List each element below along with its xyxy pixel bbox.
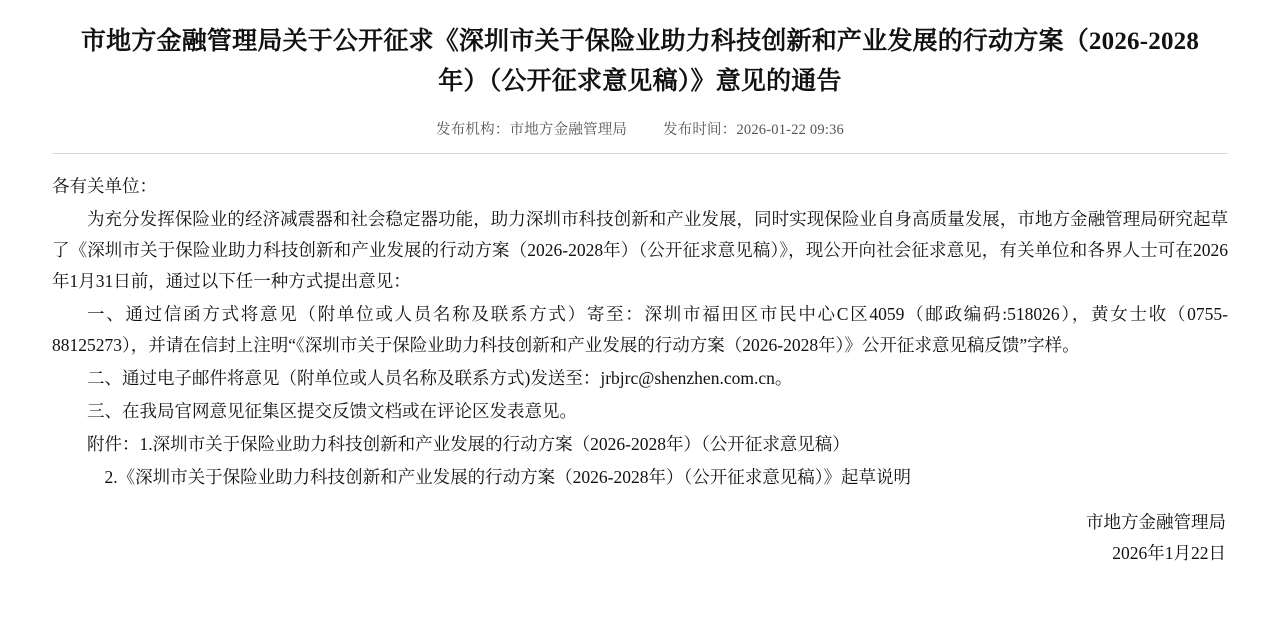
attachment-line-2: 2.《深圳市关于保险业助力科技创新和产业发展的行动方案（2026-2028年）（公开征求意见稿）》起草说明 (104, 467, 911, 487)
publisher-label: 发布机构： (436, 122, 510, 138)
signature-org: 市地方金融管理局 (1086, 512, 1226, 532)
signature-block (52, 507, 1228, 569)
paragraph-intro: 为充分发挥保险业的经济减震器和社会稳定器功能，助力深圳市科技创新和产业发展，同时实现保险业自身高质量发展，市地方金融管理局研究起草了《深圳市关于保险业助力科技创新和产业发展的行动方案（2026-2028年）（公开征求意见稿）》，现公开向社会征求意见，有关单位和各界人士可在2026年1月31日前，通过以下任一种方式提出意见： (52, 209, 1228, 291)
publish-time-value: 2026-01-22 09:36 (736, 122, 844, 138)
header-divider (52, 153, 1228, 154)
publisher-value: 市地方金融管理局 (509, 122, 628, 138)
publish-time-group (663, 118, 844, 139)
page-title: 市地方金融管理局关于公开征求《深圳市关于保险业助力科技创新和产业发展的行动方案（2026-2028年）（公开征求意见稿）》意见的通告 (80, 28, 1200, 95)
paragraph-method-website: 三、在我局官网意见征集区提交反馈文档或在评论区发表意见。 (87, 401, 577, 421)
publish-time-label: 发布时间： (662, 122, 737, 138)
attachment-line-1: 附件：1.深圳市关于保险业助力科技创新和产业发展的行动方案（2026-2028年）（公开征求意见稿） (87, 434, 850, 454)
salutation: 各有关单位： (52, 176, 157, 196)
signature-date: 2026年1月22日 (1112, 543, 1226, 563)
publisher-group (436, 118, 627, 139)
document-meta (52, 118, 1228, 139)
paragraph-method-email: 二、通过电子邮件将意见（附单位或人员名称及联系方式)发送至：jrbjrc@shenzhen.com.cn。 (87, 368, 793, 388)
document-body (52, 171, 1228, 569)
paragraph-method-mail: 一、通过信函方式将意见（附单位或人员名称及联系方式）寄至：深圳市福田区市民中心C区4059（邮政编码:518026），黄女士收（0755-88125273），并请在信封上注明“《深圳市关于保险业助力科技创新和产业发展的行动方案（2026-2028年）》公开征求意见稿反馈”字样。 (52, 304, 1228, 355)
